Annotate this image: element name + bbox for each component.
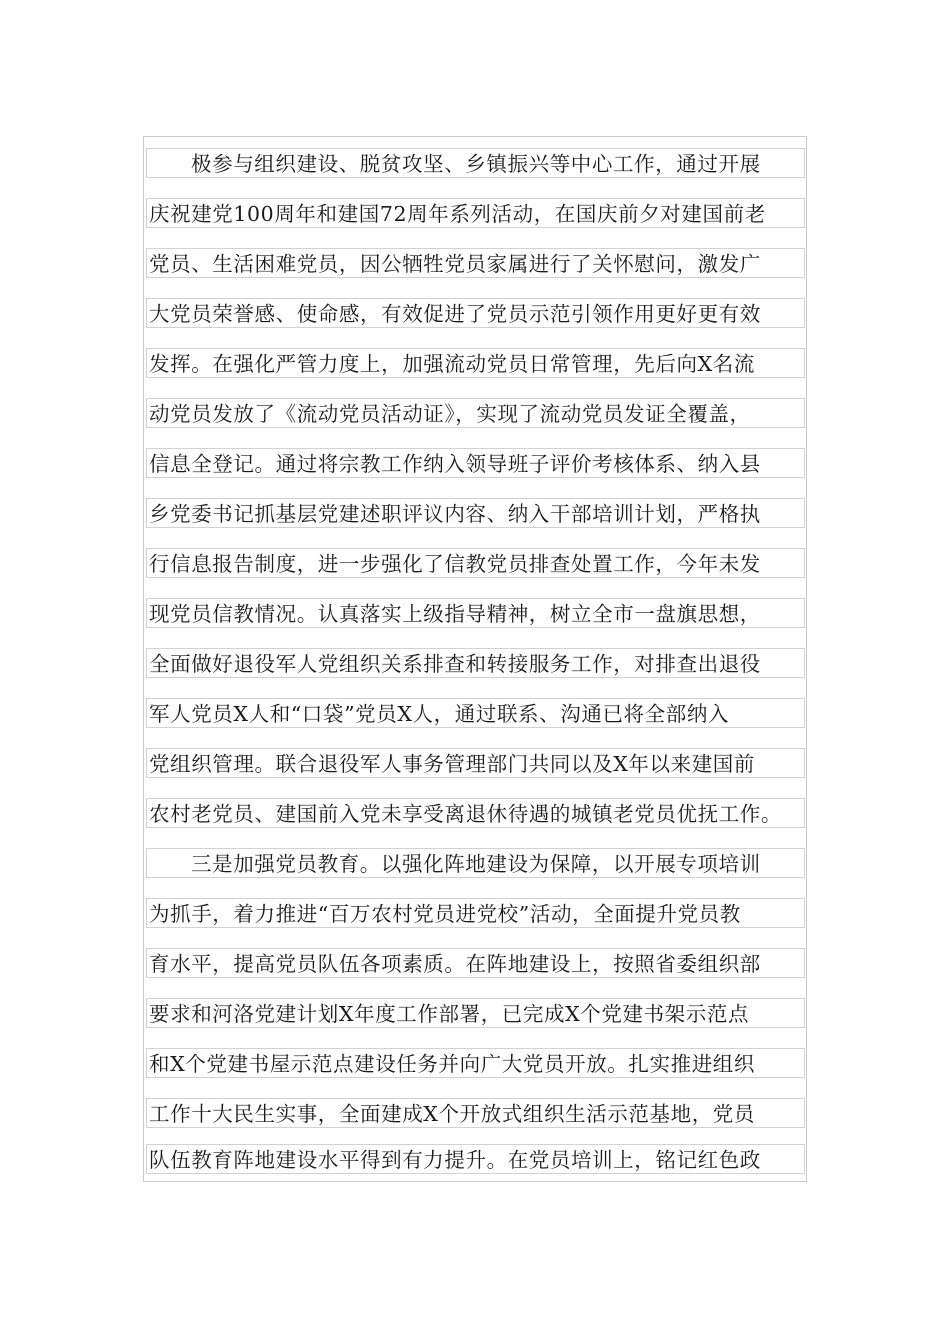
text-line: 全面做好退役军人党组织关系排查和转接服务工作，对排查出退役 [146,648,805,678]
text-line: 要求和河洛党建计划X年度工作部署，已完成X个党建书架示范点 [146,998,805,1028]
text-line: 现党员信教情况。认真落实上级指导精神，树立全市一盘旗思想， [146,598,805,628]
text-line: 信息全登记。通过将宗教工作纳入领导班子评价考核体系、纳入县 [146,448,805,478]
text-line: 行信息报告制度，进一步强化了信教党员排查处置工作，今年未发 [146,548,805,578]
text-line: 动党员发放了《流动党员活动证》，实现了流动党员发证全覆盖， [146,398,805,428]
text-line: 发挥。在强化严管力度上，加强流动党员日常管理，先后向X名流 [146,348,805,378]
text-line: 党组织管理。联合退役军人事务管理部门共同以及X年以来建国前 [146,748,805,778]
text-line: 大党员荣誉感、使命感，有效促进了党员示范引领作用更好更有效 [146,298,805,328]
text-line: 农村老党员、建国前入党未享受离退休待遇的城镇老党员优抚工作。 [146,798,805,828]
text-line: 乡党委书记抓基层党建述职评议内容、纳入干部培训计划，严格执 [146,498,805,528]
text-line: 队伍教育阵地建设水平得到有力提升。在党员培训上，铭记红色政 [146,1144,805,1174]
text-line: 三是加强党员教育。以强化阵地建设为保障，以开展专项培训 [146,848,805,878]
text-line: 和X个党建书屋示范点建设任务并向广大党员开放。扎实推进组织 [146,1048,805,1078]
text-line: 为抓手，着力推进“百万农村党员进党校”活动，全面提升党员教 [146,898,805,928]
text-line: 军人党员X人和“口袋”党员X人，通过联系、沟通已将全部纳入 [146,698,805,728]
text-line: 工作十大民生实事，全面建成X个开放式组织生活示范基地，党员 [146,1098,805,1128]
text-line: 庆祝建党100周年和建国72周年系列活动，在国庆前夕对建国前老 [146,198,805,228]
text-line: 党员、生活困难党员，因公牺牲党员家属进行了关怀慰问，激发广 [146,248,805,278]
text-line: 极参与组织建设、脱贫攻坚、乡镇振兴等中心工作，通过开展 [146,148,805,178]
text-line: 育水平，提高党员队伍各项素质。在阵地建设上，按照省委组织部 [146,948,805,978]
